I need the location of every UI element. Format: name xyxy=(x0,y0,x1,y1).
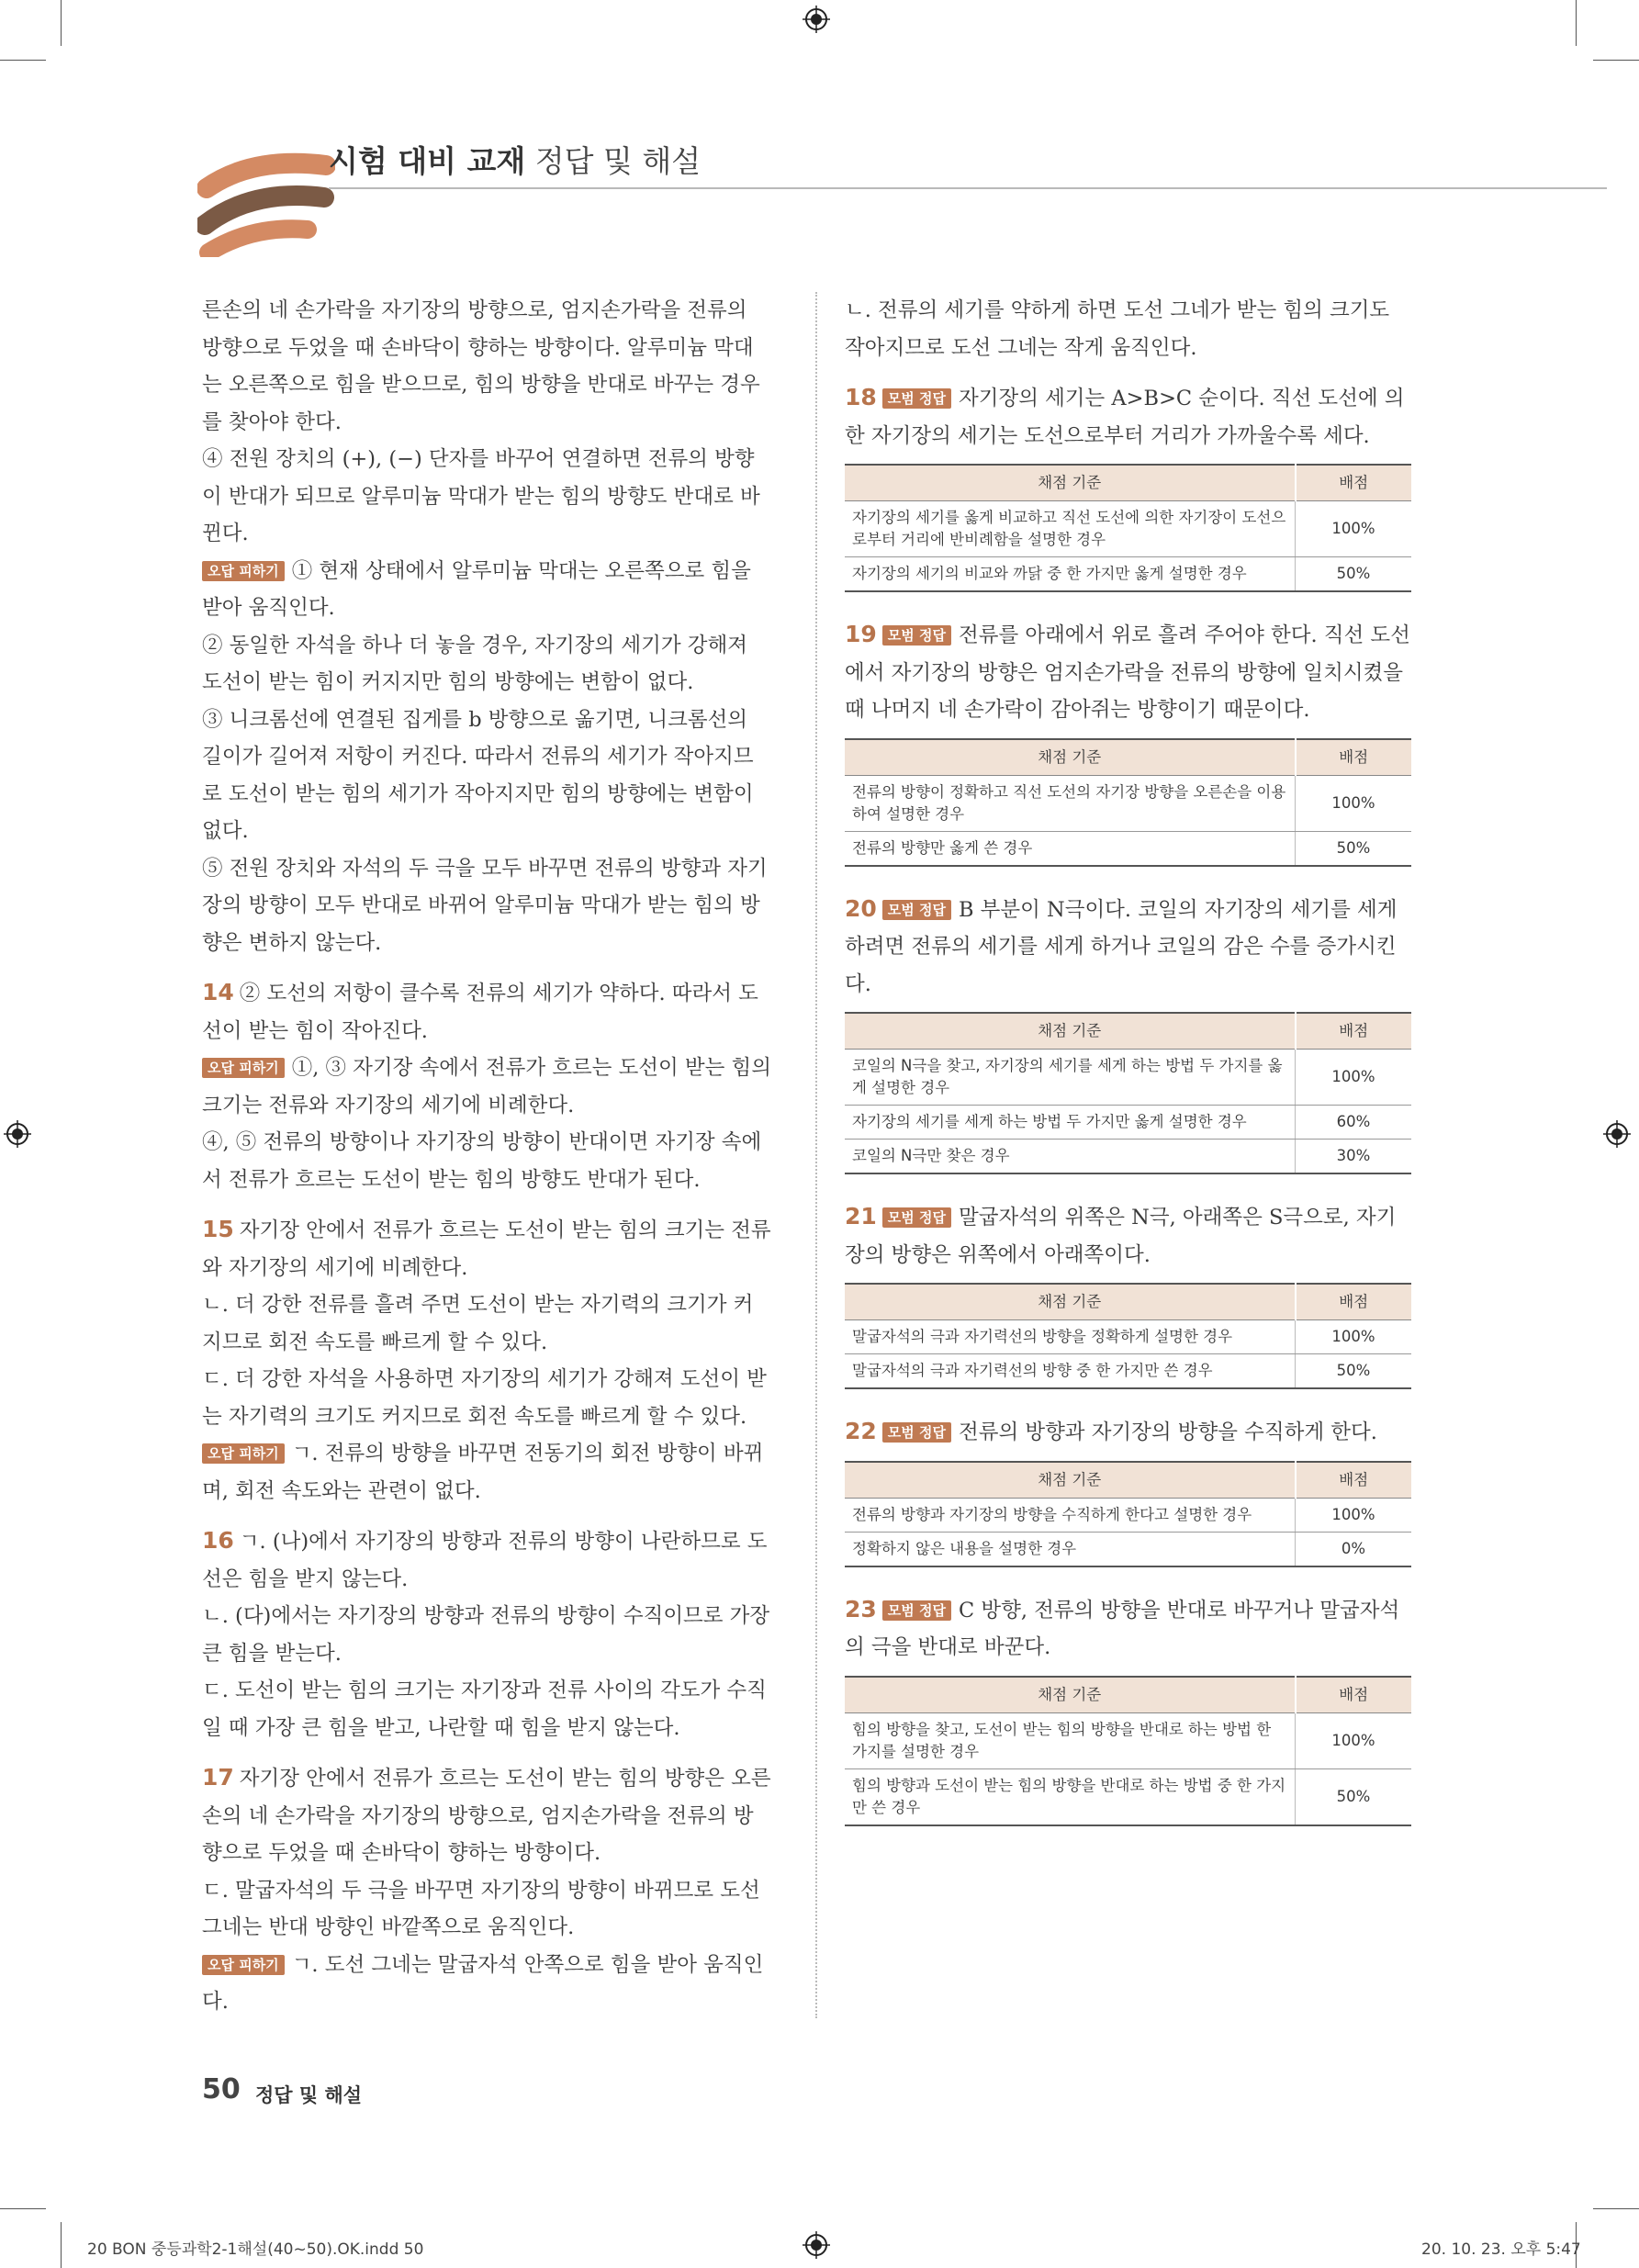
model-answer-badge: 모범 정답 xyxy=(882,1600,951,1621)
question-14: 14 ② 도선의 저항이 클수록 전류의 세기가 약하다. 따라서 도선이 받는 힘이 작아진다. xyxy=(202,979,758,1043)
criteria-cell: 자기장의 세기를 세게 하는 방법 두 가지만 옳게 설명한 경우 xyxy=(845,1106,1296,1140)
crop-mark xyxy=(1593,60,1639,61)
table-header: 채점 기준 xyxy=(845,739,1296,776)
question-number: 18 xyxy=(845,384,877,410)
crop-mark xyxy=(1593,2208,1639,2209)
question-19: 19 모범 정답 전류를 아래에서 위로 흘려 주어야 한다. 직선 도선에서 자기장의 방향은 엄지손가락을 전류의 방향에 일치시켰을 때 나머지 네 손가락이 감아쥐는 방향이기 때문이다. xyxy=(845,621,1410,722)
question-15: 15 자기장 안에서 전류가 흐르는 도선이 받는 힘의 크기는 전류와 자기장의 세기에 비례한다. xyxy=(202,1216,771,1280)
question-number: 21 xyxy=(845,1203,877,1229)
wrong-answer-badge: 오답 피하기 xyxy=(202,1058,285,1078)
points-cell: 100% xyxy=(1296,775,1412,831)
registration-mark-icon xyxy=(4,1120,31,1148)
wrong-answer-badge: 오답 피하기 xyxy=(202,1955,285,1975)
criteria-cell: 코일의 N극을 찾고, 자기장의 세기를 세게 하는 방법 두 가지를 옳게 설명한 경우 xyxy=(845,1050,1296,1106)
model-answer-badge: 모범 정답 xyxy=(882,900,951,920)
points-cell: 50% xyxy=(1296,1354,1412,1389)
question-21: 21 모범 정답 말굽자석의 위쪽은 N극, 아래쪽은 S극으로, 자기장의 방향은 위쪽에서 아래쪽이다. xyxy=(845,1203,1397,1267)
criteria-cell: 힘의 방향을 찾고, 도선이 받는 힘의 방향을 반대로 하는 방법 한 가지를 설명한 경우 xyxy=(845,1712,1296,1768)
registration-mark-icon xyxy=(803,6,830,33)
model-answer-badge: 모범 정답 xyxy=(882,1422,951,1443)
points-cell: 100% xyxy=(1296,1712,1412,1768)
table-header: 배점 xyxy=(1296,1462,1412,1499)
paragraph: ③ 니크롬선에 연결된 집게를 b 방향으로 옮기면, 니크롬선의 길이가 길어져 저항이 커진다. 따라서 전류의 세기가 작아지므로 도선이 받는 힘의 세기가 작아지지만 힘의 방향에는 변함이 없다. xyxy=(202,707,754,843)
paragraph: 오답 피하기 ① 현재 상태에서 알루미늄 막대는 오른쪽으로 힘을 받아 움직인다. xyxy=(202,558,751,620)
criteria-cell: 말굽자석의 극과 자기력선의 방향을 정확하게 설명한 경우 xyxy=(845,1320,1296,1354)
header-brush-icon xyxy=(197,138,335,257)
wrong-answer-badge: 오답 피하기 xyxy=(202,561,285,581)
paragraph: 오답 피하기 ㄱ. 도선 그네는 말굽자석 안쪽으로 힘을 받아 움직인다. xyxy=(202,1952,764,2014)
criteria-cell: 전류의 방향과 자기장의 방향을 수직하게 한다고 설명한 경우 xyxy=(845,1498,1296,1532)
column-divider xyxy=(815,292,817,2018)
paragraph: ㄴ. 더 강한 전류를 흘려 주면 도선이 받는 자기력의 크기가 커지므로 회전 속도를 빠르게 할 수 있다. xyxy=(202,1293,754,1354)
table-row xyxy=(845,1140,1411,1174)
criteria-cell: 자기장의 세기를 옳게 비교하고 직선 도선에 의한 자기장이 도선으로부터 거리에 반비례함을 설명한 경우 xyxy=(845,501,1296,557)
points-cell: 100% xyxy=(1296,501,1412,557)
registration-mark-icon xyxy=(1603,1120,1631,1148)
paragraph: 오답 피하기 ①, ③ 자기장 속에서 전류가 흐르는 도선이 받는 힘의 크기는 전류와 자기장의 세기에 비례한다. xyxy=(202,1056,772,1117)
criteria-cell: 코일의 N극만 찾은 경우 xyxy=(845,1140,1296,1174)
paragraph: ⑤ 전원 장치와 자석의 두 극을 모두 바꾸면 전류의 방향과 자기장의 방향이 모두 반대로 바뀌어 알루미늄 막대가 받는 힘의 방향은 변하지 않는다. xyxy=(202,856,768,955)
scoring-table-20 xyxy=(845,1012,1411,1174)
table-row xyxy=(845,831,1411,866)
wrong-answer-badge: 오답 피하기 xyxy=(202,1443,285,1464)
paragraph: 른손의 네 손가락을 자기장의 방향으로, 엄지손가락을 전류의 방향으로 두었을 때 손바닥이 향하는 방향이다. 알루미늄 막대는 오른쪽으로 힘을 받으므로, 힘의 방향을 반대로 바꾸는 경우를 찾아야 한다. xyxy=(202,298,760,434)
crop-mark xyxy=(1576,0,1577,46)
paragraph: ② 동일한 자석을 하나 더 놓을 경우, 자기장의 세기가 강해져 도선이 받는 힘이 커지지만 힘의 방향에는 변함이 없다. xyxy=(202,633,747,694)
table-header: 채점 기준 xyxy=(845,1013,1296,1050)
left-column xyxy=(202,292,773,2021)
points-cell: 100% xyxy=(1296,1498,1412,1532)
table-row xyxy=(845,1712,1411,1768)
points-cell: 30% xyxy=(1296,1140,1412,1174)
print-file-slug: 20 BON 중등과학2-1해설(40~50).OK.indd 50 xyxy=(87,2240,424,2259)
table-header: 배점 xyxy=(1296,1013,1412,1050)
table-header: 채점 기준 xyxy=(845,1677,1296,1713)
table-row xyxy=(845,1106,1411,1140)
points-cell: 0% xyxy=(1296,1532,1412,1566)
scoring-table-22 xyxy=(845,1461,1411,1567)
paragraph: ㄴ. 전류의 세기를 약하게 하면 도선 그네가 받는 힘의 크기도 작아지므로 도선 그네는 작게 움직인다. xyxy=(845,298,1390,360)
scoring-table-21 xyxy=(845,1283,1411,1389)
table-header: 채점 기준 xyxy=(845,1284,1296,1320)
points-cell: 50% xyxy=(1296,831,1412,866)
table-row xyxy=(845,1050,1411,1106)
table-row xyxy=(845,1320,1411,1354)
points-cell: 50% xyxy=(1296,557,1412,592)
question-number: 16 xyxy=(202,1527,234,1554)
table-row xyxy=(845,1768,1411,1825)
paragraph: ㄴ. (다)에서는 자기장의 방향과 전류의 방향이 수직이므로 가장 큰 힘을 받는다. xyxy=(202,1604,770,1666)
table-row xyxy=(845,557,1411,592)
question-number: 14 xyxy=(202,979,234,1005)
scoring-table-19 xyxy=(845,738,1411,867)
page-label: 정답 및 해설 xyxy=(255,2084,363,2106)
points-cell: 100% xyxy=(1296,1050,1412,1106)
criteria-cell: 자기장의 세기의 비교와 까닭 중 한 가지만 옳게 설명한 경우 xyxy=(845,557,1296,592)
criteria-cell: 전류의 방향이 정확하고 직선 도선의 자기장 방향을 오른손을 이용하여 설명한 경우 xyxy=(845,775,1296,831)
paragraph: ④, ⑤ 전류의 방향이나 자기장의 방향이 반대이면 자기장 속에서 전류가 흐르는 도선이 받는 힘의 방향도 반대가 된다. xyxy=(202,1130,762,1192)
table-header: 채점 기준 xyxy=(845,1462,1296,1499)
question-number: 15 xyxy=(202,1216,234,1242)
paragraph: ㄷ. 도선이 받는 힘의 크기는 자기장과 전류 사이의 각도가 수직일 때 가장 큰 힘을 받고, 나란할 때 힘을 받지 않는다. xyxy=(202,1679,767,1740)
criteria-cell: 말굽자석의 극과 자기력선의 방향 중 한 가지만 쓴 경우 xyxy=(845,1354,1296,1389)
table-header: 배점 xyxy=(1296,1284,1412,1320)
table-row xyxy=(845,1532,1411,1566)
question-17: 17 자기장 안에서 전류가 흐르는 도선이 받는 힘의 방향은 오른손의 네 손가락을 자기장의 방향으로, 엄지손가락을 전류의 방향으로 두었을 때 손바닥이 향하는 방향이다. xyxy=(202,1764,771,1865)
question-16: 16 ㄱ. (나)에서 자기장의 방향과 전류의 방향이 나란하므로 도선은 힘을 받지 않는다. xyxy=(202,1527,768,1591)
points-cell: 60% xyxy=(1296,1106,1412,1140)
scoring-table-23 xyxy=(845,1676,1411,1826)
print-timestamp: 20. 10. 23. 오후 5:47 xyxy=(1421,2240,1581,2259)
table-row xyxy=(845,1354,1411,1389)
criteria-cell: 힘의 방향과 도선이 받는 힘의 방향을 반대로 하는 방법 중 한 가지만 쓴 경우 xyxy=(845,1768,1296,1825)
question-number: 19 xyxy=(845,621,877,647)
right-column xyxy=(845,292,1412,1837)
paragraph: ④ 전원 장치의 (+), (−) 단자를 바꾸어 연결하면 전류의 방향이 반대가 되므로 알루미늄 막대가 받는 힘의 방향도 반대로 바뀐다. xyxy=(202,447,760,545)
question-20: 20 모범 정답 B 부분이 N극이다. 코일의 자기장의 세기를 세게 하려면 전류의 세기를 세게 하거나 코일의 감은 수를 증가시킨다. xyxy=(845,894,1398,996)
crop-mark xyxy=(0,60,46,61)
table-header: 배점 xyxy=(1296,465,1412,501)
registration-mark-icon xyxy=(803,2231,830,2259)
question-23: 23 모범 정답 C 방향, 전류의 방향을 반대로 바꾸거나 말굽자석의 극을 반대로 바꾼다. xyxy=(845,1595,1400,1659)
question-22: 22 모범 정답 전류의 방향과 자기장의 방향을 수직하게 한다. xyxy=(845,1418,1377,1444)
criteria-cell: 전류의 방향만 옳게 쓴 경우 xyxy=(845,831,1296,866)
header-rule xyxy=(329,187,1607,189)
crop-mark xyxy=(61,0,62,46)
model-answer-badge: 모범 정답 xyxy=(882,388,951,409)
question-number: 20 xyxy=(845,894,877,922)
question-18: 18 모범 정답 자기장의 세기는 A>B>C 순이다. 직선 도선에 의한 자기장의 세기는 도선으로부터 거리가 가까울수록 세다. xyxy=(845,384,1405,448)
table-header: 배점 xyxy=(1296,1677,1412,1713)
table-header: 채점 기준 xyxy=(845,465,1296,501)
page-number: 50 xyxy=(202,2073,241,2105)
points-cell: 100% xyxy=(1296,1320,1412,1354)
table-header: 배점 xyxy=(1296,739,1412,776)
criteria-cell: 정확하지 않은 내용을 설명한 경우 xyxy=(845,1532,1296,1566)
points-cell: 50% xyxy=(1296,1768,1412,1825)
crop-mark xyxy=(61,2222,62,2268)
question-number: 22 xyxy=(845,1418,877,1444)
paragraph: ㄷ. 더 강한 자석을 사용하면 자기장의 세기가 강해져 도선이 받는 자기력의 크기도 커지므로 회전 속도를 빠르게 할 수 있다. xyxy=(202,1367,767,1429)
table-row xyxy=(845,501,1411,557)
model-answer-badge: 모범 정답 xyxy=(882,625,951,646)
paragraph: 오답 피하기 ㄱ. 전류의 방향을 바꾸면 전동기의 회전 방향이 바뀌며, 회전 속도와는 관련이 없다. xyxy=(202,1442,764,1503)
table-row xyxy=(845,775,1411,831)
model-answer-badge: 모범 정답 xyxy=(882,1207,951,1228)
scoring-table-18 xyxy=(845,464,1411,592)
paragraph: ㄷ. 말굽자석의 두 극을 바꾸면 자기장의 방향이 바뀌므로 도선 그네는 반대 방향인 바깥쪽으로 움직인다. xyxy=(202,1878,760,1939)
table-row xyxy=(845,1498,1411,1532)
page-title: 시험 대비 교재 정답 및 해설 xyxy=(329,143,702,179)
crop-mark xyxy=(0,2208,46,2209)
question-number: 23 xyxy=(845,1595,877,1622)
question-number: 17 xyxy=(202,1764,234,1791)
